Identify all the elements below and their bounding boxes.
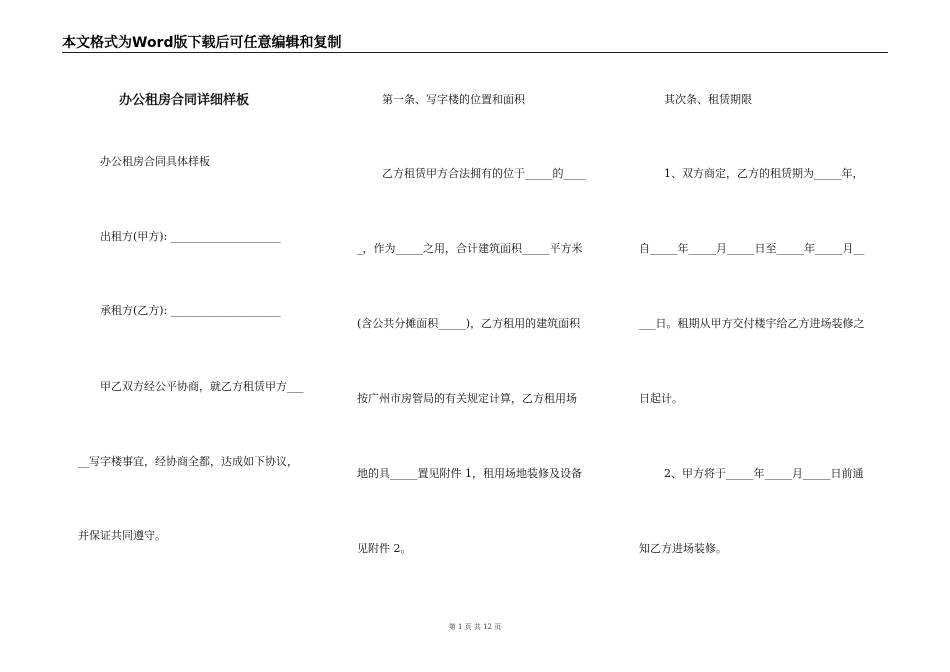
- lessor-field: 出租方(甲方): ____________________: [100, 230, 281, 243]
- paragraph-line: _，作为_____之用，合计建筑面积_____平方米: [357, 242, 583, 255]
- paragraph-line: 日起计。: [639, 392, 683, 405]
- paragraph-line: 办公租房合同具体样板: [100, 155, 210, 168]
- document-header: [62, 34, 888, 53]
- paragraph-line: 2、甲方将于_____年_____月_____日前通: [664, 467, 864, 480]
- paragraph-line: ___日。租期从甲方交付楼宇给乙方进场装修之: [639, 317, 865, 330]
- paragraph-line: 自_____年_____月_____日至_____年_____月__: [639, 242, 865, 255]
- document-title: 办公租房合同详细样板: [119, 93, 250, 108]
- lessee-field: 承租方(乙方): ____________________: [100, 304, 281, 317]
- paragraph-line: 并保证共同遵守。: [78, 529, 166, 542]
- paragraph-line: 乙方租赁甲方合法拥有的位于_____的____: [382, 167, 586, 180]
- paragraph-line: 知乙方进场装修。: [639, 542, 727, 555]
- paragraph-line: 按广州市房管局的有关规定计算，乙方租用场: [357, 392, 577, 405]
- page-number: 第 1 页 共 12 页: [448, 623, 502, 631]
- paragraph-line: 见附件 2。: [357, 542, 412, 555]
- paragraph-line: 1、双方商定，乙方的租赁期为_____年，: [664, 167, 864, 180]
- paragraph-line: 甲乙双方经公平协商，就乙方租赁甲方___: [100, 380, 304, 393]
- section-heading: 第一条、写字楼的位置和面积: [382, 93, 525, 106]
- paragraph-line: __写字楼事宜，经协商全都，达成如下协议，: [78, 455, 298, 468]
- header-text: 本文格式为Word版下载后可任意编辑和复制: [62, 35, 342, 51]
- paragraph-line: 地的具_____置见附件 1，租用场地装修及设备: [357, 467, 582, 480]
- section-heading: 其次条、租赁期限: [664, 93, 752, 106]
- paragraph-line: (含公共分摊面积_____)，乙方租用的建筑面积: [357, 317, 581, 330]
